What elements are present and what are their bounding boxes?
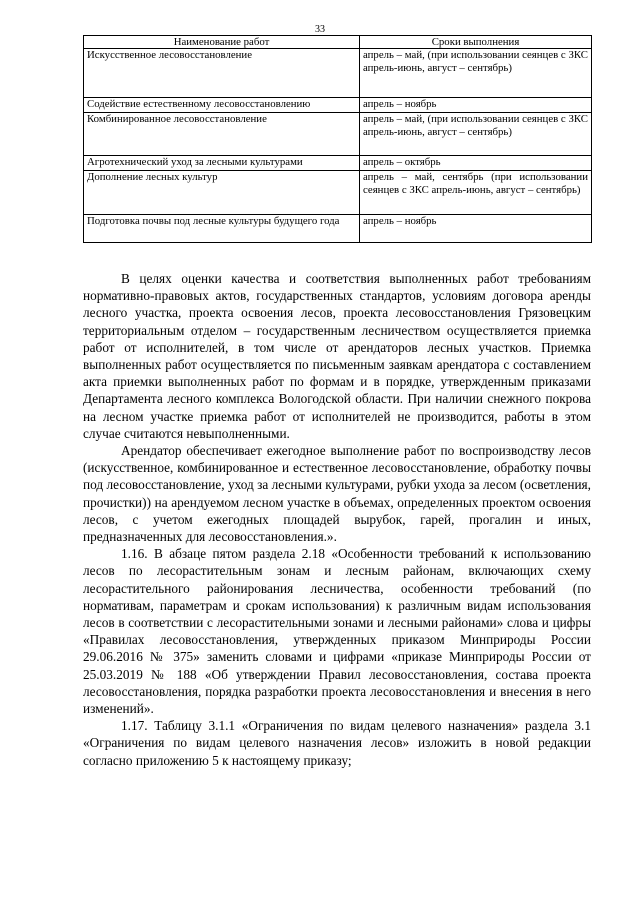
deadline-cell: апрель – ноябрь (360, 215, 592, 243)
document-body (83, 270, 591, 769)
paragraph-acceptance-of-works: В целях оценки качества и соответствия выполненных работ требованиям нормативно-правовых актов, государственных стандартов, условиям договора аренды лесного участка, проекта освоения лесов, проекта лесовосстановления Грязовецким территориальным отделом – государственным лесничеством осуществляется приемка работ от исполнителей, в том числе от арендаторов лесных участков. Приемка выполненных работ осуществляется по письменным заявкам арендатора с составлением акта приемки выполненных работ по формам и в порядке, утвержденным приказами Департамента лесного комплекса Вологодской области. При наличии снежного покрова на лесном участке приемка работ от исполнителей не производится, работы в этом случае считаются невыполненными. (83, 271, 591, 441)
table-row (84, 171, 592, 215)
deadline-cell: апрель – октябрь (360, 156, 592, 171)
deadline-cell: апрель – май, сентябрь (при использовании сеянцев с ЗКС апрель-июнь, август – сентябрь) (360, 171, 592, 215)
paragraph-tenant-obligations: Арендатор обеспечивает ежегодное выполнение работ по воспроизводству лесов (искусственное, комбинированное и естественное лесовосстановление, обработку почвы под лесовосстановление, уход за лесными культурами, рубки ухода за лесом (осветления, прочистки)) на арендуемом лесном участке в объемах, определенных проектом освоения лесов, с учетом ежегодных площадей вырубок, гарей, прогалин и иных, предназначенных для лесовосстановления.». (83, 443, 591, 545)
paragraph-item-1-17: 1.17. Таблицу 3.1.1 «Ограничения по видам целевого назначения» раздела 3.1 «Ограничения по видам целевого назначения лесов» изложить в новой редакции согласно приложению 5 к настоящему приказу; (83, 718, 591, 768)
work-name-cell: Агротехнический уход за лесными культурами (84, 156, 360, 171)
table-row (84, 49, 592, 98)
column-header-work-name: Наименование работ (84, 36, 360, 49)
work-name-cell: Подготовка почвы под лесные культуры будущего года (84, 215, 360, 243)
table-row (84, 98, 592, 113)
work-name-cell: Искусственное лесовосстановление (84, 49, 360, 98)
paragraph-item-1-16: 1.16. В абзаце пятом раздела 2.18 «Особенности требований к использованию лесов по лесорастительным зонам и лесным районам, включающих схему лесорастительного районирования лесничества, особенности требований (по нормативам, параметрам и срокам использования) к различным видам использования лесов в соответствии с лесорастительными зонами и лесными районами» слова и цифры «Правилах лесовосстановления, утвержденных приказом Минприроды России 29.06.2016 № 375» заменить словами и цифрами «приказе Минприроды России от 25.03.2019 № 188 «Об утверждении Правил лесовосстановления, состава проекта лесовосстановления, порядка разработки проекта лесовосстановления и внесения в него изменений». (83, 546, 591, 717)
table-header-row (84, 36, 592, 49)
deadline-cell: апрель – май, (при использовании сеянцев с ЗКС апрель-июнь, август – сентябрь) (360, 113, 592, 156)
works-schedule-table (83, 35, 592, 243)
work-name-cell: Комбинированное лесовосстановление (84, 113, 360, 156)
table-row (84, 113, 592, 156)
work-name-cell: Содействие естественному лесовосстановлению (84, 98, 360, 113)
work-name-cell: Дополнение лесных культур (84, 171, 360, 215)
table-row (84, 215, 592, 243)
deadline-cell: апрель – май, (при использовании сеянцев с ЗКС апрель-июнь, август – сентябрь) (360, 49, 592, 98)
deadline-cell: апрель – ноябрь (360, 98, 592, 113)
page-number: 33 (315, 24, 325, 35)
table-row (84, 156, 592, 171)
column-header-deadlines: Сроки выполнения (360, 36, 592, 49)
